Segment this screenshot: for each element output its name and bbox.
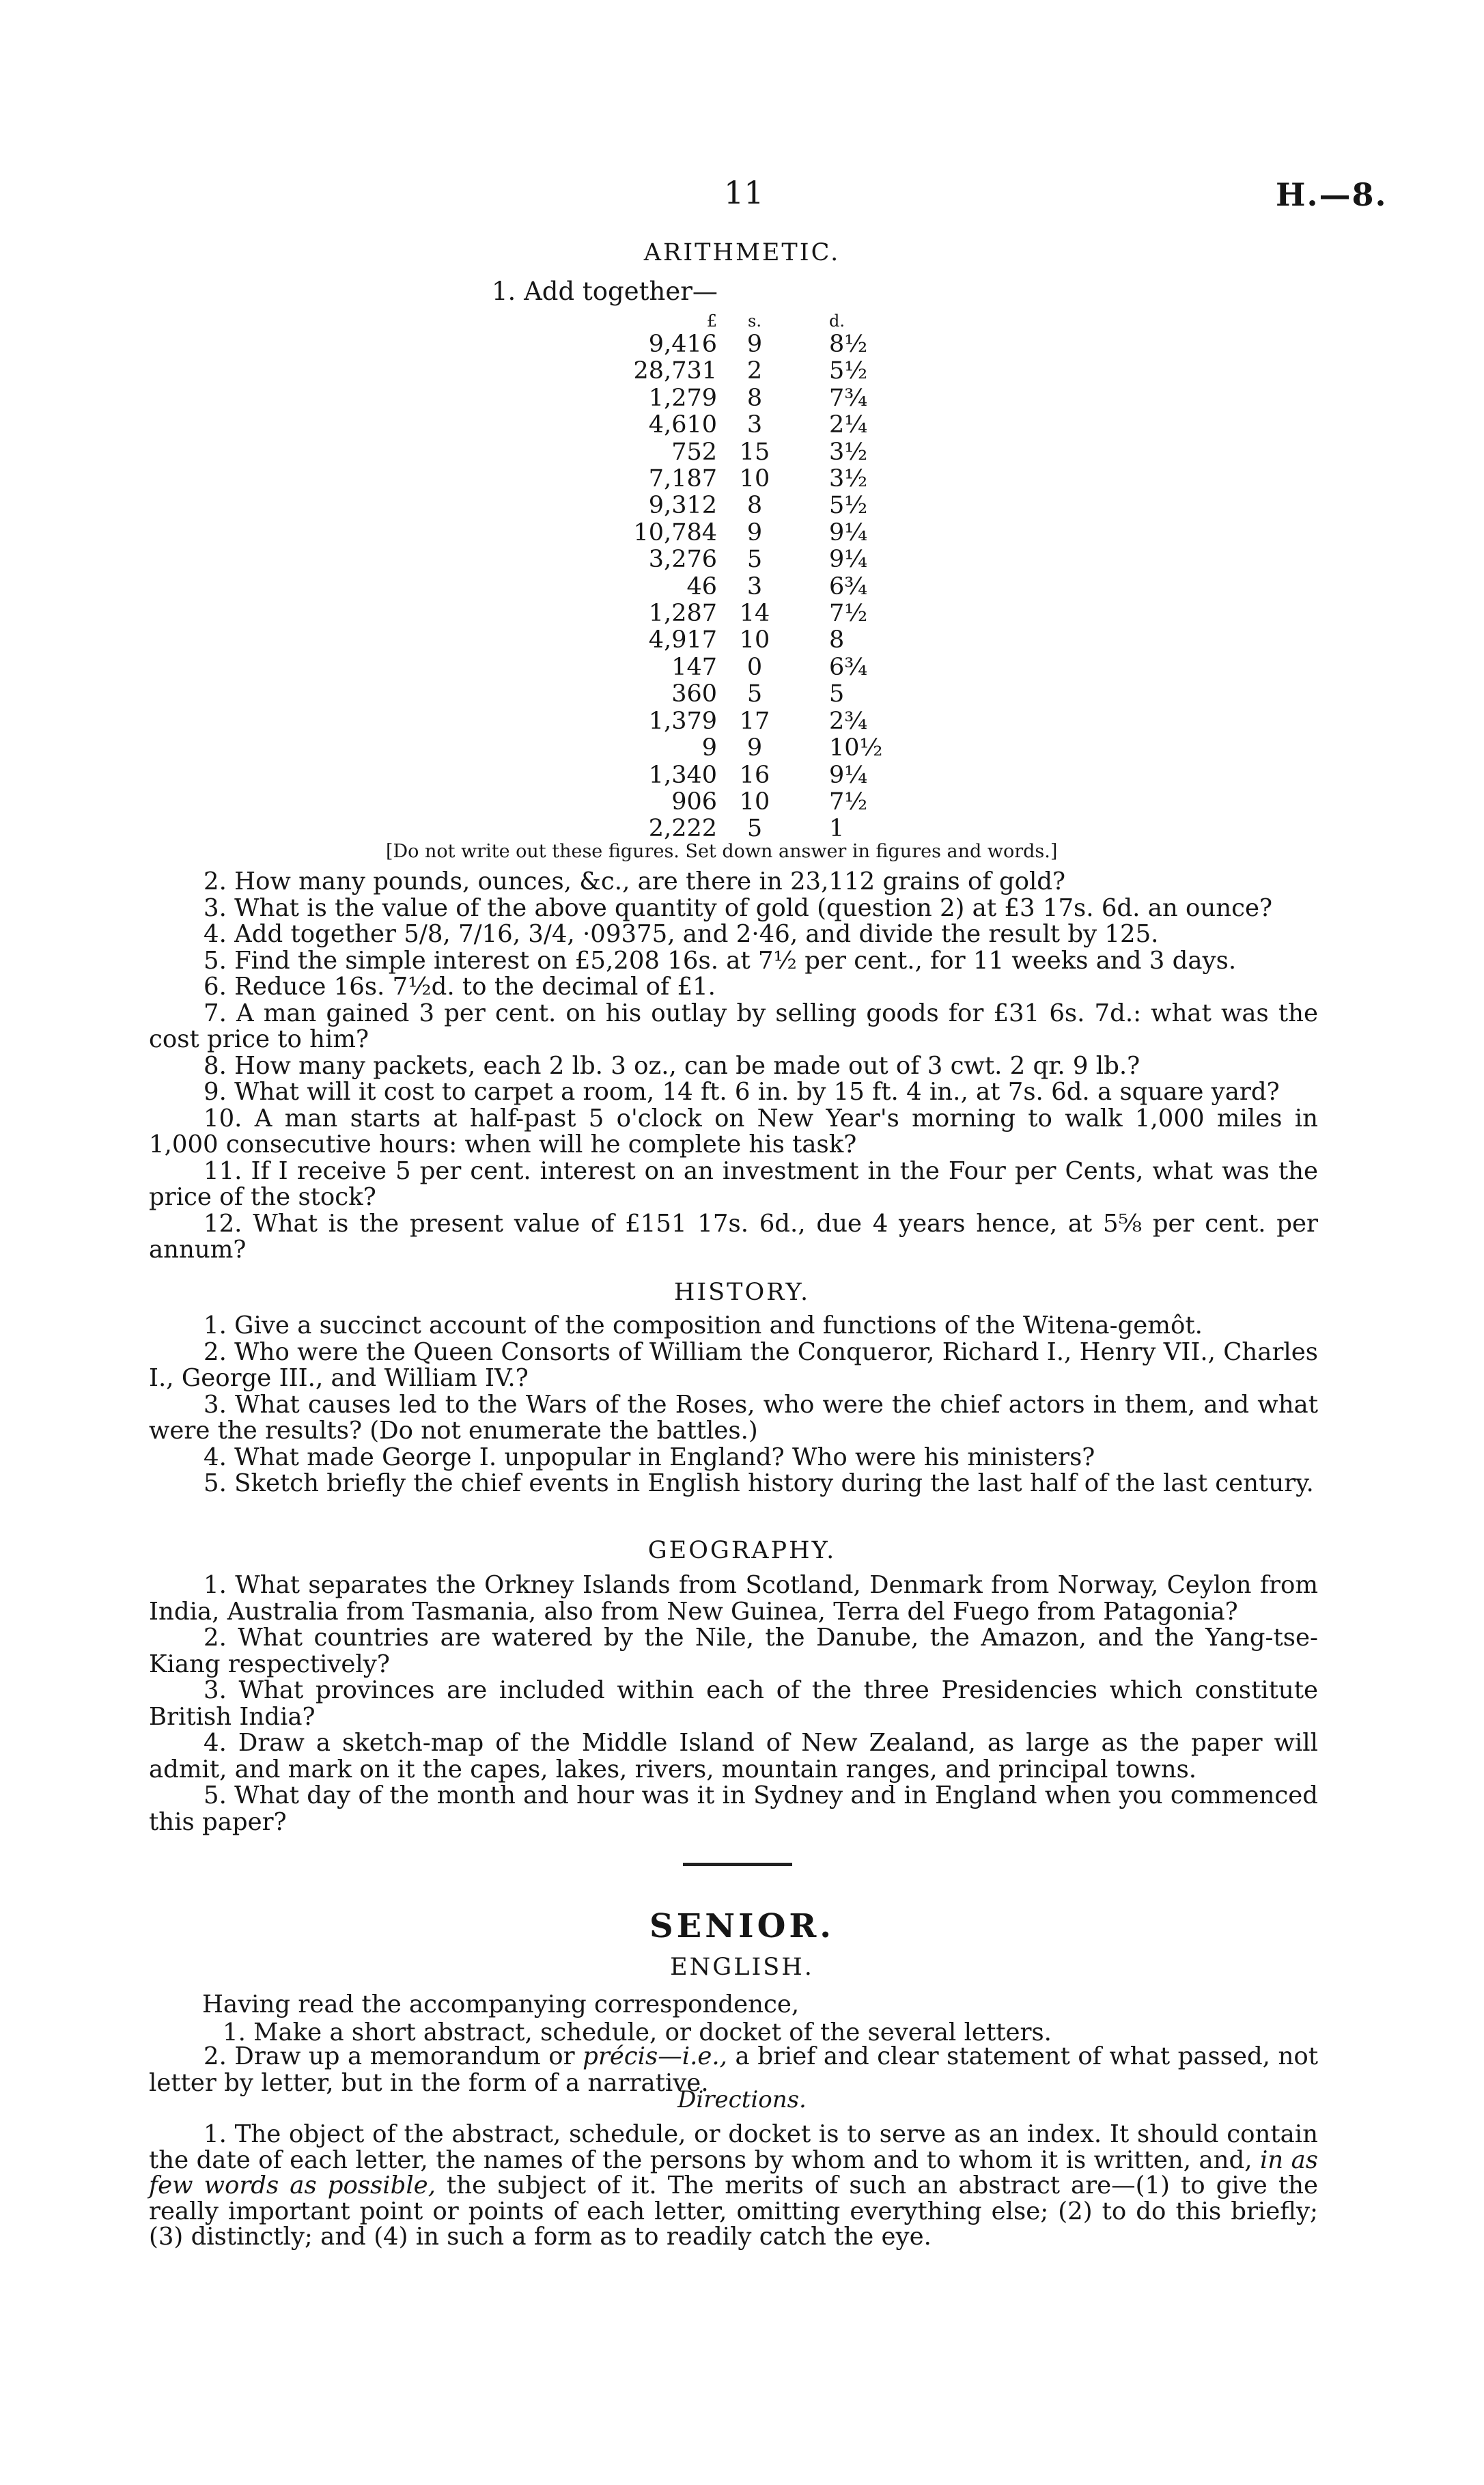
shillings-cell: 5 bbox=[746, 815, 763, 843]
directions-title: Directions. bbox=[677, 2086, 807, 2113]
geography-question: 5. What day of the month and hour was it in Sydney and in England when you commenced this paper? bbox=[149, 1781, 1318, 1836]
arithmetic-question: 8. How many packets, each 2 lb. 3 oz., can be made out of 3 cwt. 2 qr. 9 lb.? bbox=[204, 1051, 1140, 1080]
geography-heading: GEOGRAPHY. bbox=[647, 1537, 837, 1564]
money-addition-table bbox=[601, 311, 918, 843]
senior-item-1: 1. Make a short abstract, schedule, or docket of the several letters. bbox=[223, 2018, 1052, 2046]
page-number: 11 bbox=[724, 174, 764, 211]
shillings-cell: 8 bbox=[746, 384, 763, 412]
arithmetic-question: 3. What is the value of the above quantity of gold (question 2) at £3 17s. 6d. an ounce? bbox=[204, 893, 1273, 922]
shillings-cell: 16 bbox=[739, 761, 770, 789]
pounds-cell: 1,379 bbox=[648, 707, 717, 735]
pence-cell: 1 bbox=[829, 815, 845, 843]
pence-cell: 9¼ bbox=[829, 518, 868, 546]
pence-cell: 5½ bbox=[829, 492, 868, 520]
pounds-cell: 1,287 bbox=[648, 600, 717, 628]
document-code: H.—8. bbox=[1276, 176, 1388, 213]
pence-cell: 2¾ bbox=[829, 707, 868, 735]
directions-emphasis: in as few words as possible, bbox=[149, 2146, 1318, 2199]
pence-column-header: d. bbox=[829, 311, 845, 331]
pounds-column-header: £ bbox=[706, 311, 717, 331]
section-divider-rule bbox=[683, 1863, 792, 1866]
history-question: 5. Sketch briefly the chief events in English history during the last half of the last century. bbox=[204, 1469, 1314, 1497]
arithmetic-question: 2. How many pounds, ounces, &c., are there in 23,112 grains of gold? bbox=[204, 867, 1066, 896]
pence-cell: 8 bbox=[829, 626, 845, 654]
pounds-cell: 9 bbox=[701, 734, 717, 762]
history-question: 3. What causes led to the Wars of the Roses, who were the chief actors in them, and what were the results? (Do not enumerate the battles.) bbox=[149, 1390, 1318, 1445]
money-table-row bbox=[601, 412, 918, 439]
pence-cell: 9¼ bbox=[829, 546, 868, 574]
pounds-cell: 3,276 bbox=[648, 546, 717, 574]
history-question: 1. Give a succinct account of the composition and functions of the Witena-gemôt. bbox=[204, 1311, 1203, 1339]
shillings-cell: 15 bbox=[739, 438, 770, 466]
shillings-cell: 10 bbox=[739, 788, 770, 816]
history-question: 4. What made George I. unpopular in England? Who were his ministers? bbox=[204, 1443, 1095, 1471]
arithmetic-question: 5. Find the simple interest on £5,208 16s. at 7½ per cent., for 11 weeks and 3 days. bbox=[204, 946, 1237, 975]
senior-item-2-text: 2. Draw up a memorandum or bbox=[204, 2042, 583, 2070]
senior-item-2-text-rest: a brief and clear statement of what passed, not letter by letter, but in the form of a narrative. bbox=[149, 2042, 1318, 2097]
money-table-body bbox=[601, 331, 918, 843]
pence-cell: 10½ bbox=[829, 734, 883, 762]
arithmetic-intro: 1. Add together— bbox=[492, 277, 718, 306]
directions-text-rest: the subject of it. The merits of such an abstract are—(1) to give the really important point or points of each letter, omitting everything else; (2) to do this briefly; (3) distinctly; and (4) in such a form as to readily catch the eye. bbox=[149, 2171, 1318, 2251]
pence-cell: 7½ bbox=[829, 788, 868, 816]
pounds-cell: 46 bbox=[686, 572, 717, 600]
pounds-cell: 4,917 bbox=[648, 626, 717, 654]
shillings-cell: 3 bbox=[746, 572, 763, 600]
pounds-cell: 752 bbox=[671, 438, 717, 466]
money-table-header bbox=[601, 311, 918, 331]
pence-cell: 2¼ bbox=[829, 411, 868, 439]
shillings-cell: 9 bbox=[746, 518, 763, 546]
geography-question: 4. Draw a sketch-map of the Middle Island of New Zealand, as large as the paper will admit, and mark on it the capes, lakes, rivers, mountain ranges, and principal towns. bbox=[149, 1729, 1318, 1783]
shillings-cell: 14 bbox=[739, 600, 770, 628]
money-table-row bbox=[601, 627, 918, 654]
geography-question: 2. What countries are watered by the Nile, the Danube, the Amazon, and the Yang-tse-Kiang respectively? bbox=[149, 1624, 1318, 1678]
pounds-cell: 4,610 bbox=[648, 411, 717, 439]
pence-cell: 7¾ bbox=[829, 384, 868, 412]
pence-cell: 3½ bbox=[829, 465, 868, 493]
money-table-row bbox=[601, 789, 918, 816]
arithmetic-heading: ARITHMETIC. bbox=[643, 239, 841, 266]
arithmetic-question: 11. If I receive 5 per cent. interest on an investment in the Four per Cents, what was the price of the stock? bbox=[149, 1156, 1318, 1211]
geography-question: 1. What separates the Orkney Islands from Scotland, Denmark from Norway, Ceylon from India, Australia from Tasmania, also from New Guinea, Terra del Fuego from Patagonia? bbox=[149, 1571, 1318, 1626]
arithmetic-question: 6. Reduce 16s. 7½d. to the decimal of £1. bbox=[204, 973, 716, 1001]
pounds-cell: 906 bbox=[671, 788, 717, 816]
money-table-row bbox=[601, 466, 918, 492]
senior-instructions bbox=[202, 1990, 1052, 2046]
shillings-cell: 17 bbox=[739, 707, 770, 735]
pence-cell: 6¾ bbox=[829, 572, 868, 600]
money-table-row bbox=[601, 546, 918, 573]
money-table-row bbox=[601, 600, 918, 627]
pence-cell: 6¾ bbox=[829, 653, 868, 681]
pounds-cell: 28,731 bbox=[633, 357, 717, 385]
money-table-row bbox=[601, 735, 918, 762]
pounds-cell: 1,279 bbox=[648, 384, 717, 412]
money-table-row bbox=[601, 520, 918, 546]
money-table-row bbox=[601, 708, 918, 735]
directions-text: 1. The object of the abstract, schedule, or docket is to serve as an index. It should contain the date of each letter, the names of the persons by whom and to whom it is written, and, bbox=[149, 2120, 1318, 2174]
pence-cell: 9¼ bbox=[829, 761, 868, 789]
history-question: 2. Who were the Queen Consorts of William the Conqueror, Richard I., Henry VII., Charles I., George III., and William IV.? bbox=[149, 1337, 1318, 1392]
shillings-cell: 0 bbox=[746, 653, 763, 681]
pence-cell: 5 bbox=[829, 680, 845, 708]
money-table-row bbox=[601, 358, 918, 385]
money-table-row bbox=[601, 385, 918, 412]
pounds-cell: 7,187 bbox=[648, 465, 717, 493]
pounds-cell: 360 bbox=[671, 680, 717, 708]
pounds-cell: 1,340 bbox=[648, 761, 717, 789]
pounds-cell: 147 bbox=[671, 653, 717, 681]
shillings-cell: 5 bbox=[746, 680, 763, 708]
money-table-row bbox=[601, 439, 918, 466]
arithmetic-note: [Do not write out these figures. Set down answer in figures and words.] bbox=[386, 841, 1058, 862]
pounds-cell: 2,222 bbox=[648, 815, 717, 843]
shillings-cell: 10 bbox=[739, 626, 770, 654]
shillings-cell: 3 bbox=[746, 411, 763, 439]
directions-paragraph bbox=[149, 2122, 1318, 2250]
history-heading: HISTORY. bbox=[673, 1279, 811, 1306]
money-table-row bbox=[601, 816, 918, 842]
arithmetic-questions bbox=[149, 869, 1318, 1264]
arithmetic-question: 12. What is the present value of £151 17s. 6d., due 4 years hence, at 5⅝ per cent. per annum? bbox=[149, 1209, 1318, 1264]
arithmetic-question: 9. What will it cost to carpet a room, 14 ft. 6 in. by 15 ft. 4 in., at 7s. 6d. a square yard? bbox=[204, 1078, 1280, 1106]
senior-heading: SENIOR. bbox=[649, 1907, 835, 1945]
senior-subheading: ENGLISH. bbox=[670, 1954, 814, 1981]
money-table-row bbox=[601, 574, 918, 600]
precis-term: précis—i.e., bbox=[583, 2042, 727, 2070]
pounds-cell: 9,312 bbox=[648, 492, 717, 520]
geography-questions bbox=[149, 1572, 1318, 1835]
arithmetic-question: 4. Add together 5/8, 7/16, 3/4, ·09375, and 2·46, and divide the result by 125. bbox=[204, 920, 1159, 948]
pence-cell: 8½ bbox=[829, 331, 868, 358]
pounds-cell: 9,416 bbox=[648, 331, 717, 358]
pence-cell: 7½ bbox=[829, 600, 868, 628]
senior-intro-line: Having read the accompanying correspondence, bbox=[202, 1990, 800, 2018]
shillings-column-header: s. bbox=[748, 311, 761, 331]
shillings-cell: 9 bbox=[746, 331, 763, 358]
history-questions bbox=[149, 1313, 1318, 1497]
pence-cell: 3½ bbox=[829, 438, 868, 466]
arithmetic-question: 7. A man gained 3 per cent. on his outlay by selling goods for £31 6s. 7d.: what was the cost price to him? bbox=[149, 999, 1318, 1053]
money-table-row bbox=[601, 331, 918, 358]
arithmetic-question: 10. A man starts at half-past 5 o'clock on New Year's morning to walk 1,000 miles in 1,000 consecutive hours: when will he complete his task? bbox=[149, 1104, 1318, 1158]
pence-cell: 5½ bbox=[829, 357, 868, 385]
geography-question: 3. What provinces are included within each of the three Presidencies which constitute British India? bbox=[149, 1676, 1318, 1731]
money-table-row bbox=[601, 681, 918, 708]
shillings-cell: 5 bbox=[746, 546, 763, 574]
shillings-cell: 10 bbox=[739, 465, 770, 493]
money-table-row bbox=[601, 492, 918, 519]
shillings-cell: 2 bbox=[746, 357, 763, 385]
shillings-cell: 9 bbox=[746, 734, 763, 762]
pounds-cell: 10,784 bbox=[633, 518, 717, 546]
money-table-row bbox=[601, 762, 918, 789]
shillings-cell: 8 bbox=[746, 492, 763, 520]
money-table-row bbox=[601, 654, 918, 681]
